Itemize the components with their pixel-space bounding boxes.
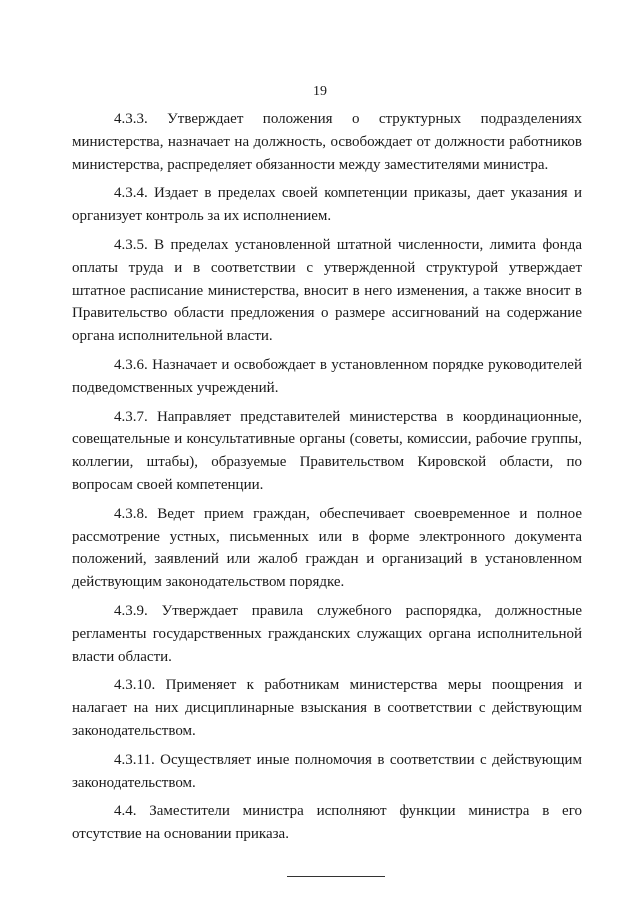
- paragraph-4-3-8: 4.3.8. Ведет прием граждан, обеспечивает своевременное и полное рассмотрение устных, письменных или в форме электронного документа положений, заявлений или жалоб граждан и организаций в установленном действующим законодательством порядке.: [72, 505, 582, 591]
- page-number: 19: [313, 84, 327, 99]
- paragraph-4-3-5: 4.3.5. В пределах установленной штатной численности, лимита фонда оплаты труда и в соответствии с утвержденной структурой утверждает штатное расписание министерства, вносит в него изменения, а также вносит в Правительство области предложения о размере ассигнований на содержание органа исполнительной власти.: [72, 236, 582, 345]
- paragraph-4-3-10: 4.3.10. Применяет к работникам министерства меры поощрения и налагает на них дисциплинарные взыскания в соответствии с действующим законодательством.: [72, 677, 582, 739]
- paragraph-4-3-7: 4.3.7. Направляет представителей министерства в координационные, совещательные и консультативные органы (советы, комиссии, рабочие группы, коллегии, штабы), образуемые Правительством Кировской области, по вопросам своей компетенции.: [72, 408, 582, 493]
- paragraph-4-3-3: 4.3.3. Утверждает положения о структурных подразделениях министерства, назначает на должность, освобождает от должности работников министерства, распределяет обязанности между заместителями министра.: [72, 111, 582, 173]
- paragraph-4-3-4: 4.3.4. Издает в пределах своей компетенции приказы, дает указания и организует контроль за их исполнением.: [72, 185, 582, 225]
- paragraph-4-3-9: 4.3.9. Утверждает правила служебного распорядка, должностные регламенты государственных гражданских служащих органа исполнительной власти области.: [72, 602, 582, 665]
- paragraph-4-4: 4.4. Заместители министра исполняют функции министра в его отсутствие на основании приказа.: [72, 803, 582, 843]
- document-body: [72, 108, 582, 852]
- paragraph-4-3-11: 4.3.11. Осуществляет иные полномочия в соответствии с действующим законодательством.: [72, 751, 582, 791]
- end-of-text-divider: [287, 876, 385, 877]
- paragraph-4-3-6: 4.3.6. Назначает и освобождает в установленном порядке руководителей подведомственных учреждений.: [72, 356, 582, 396]
